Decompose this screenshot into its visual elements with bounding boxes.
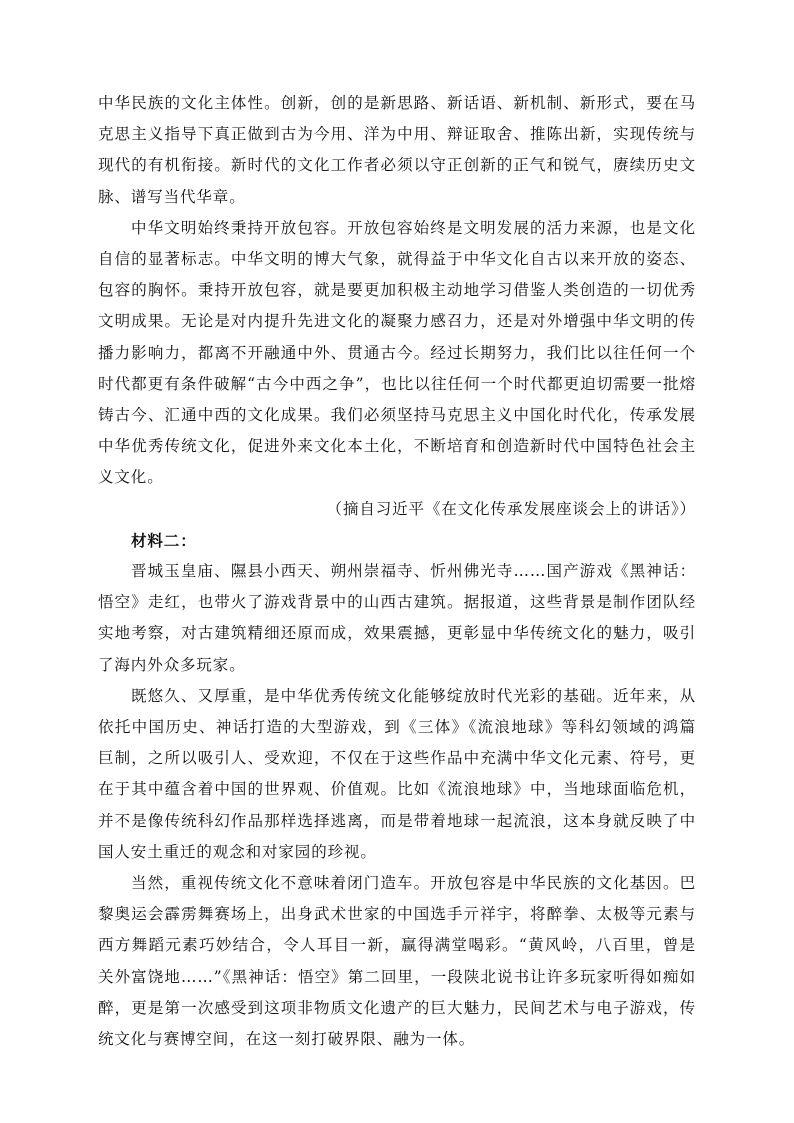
- paragraph-1: 中华民族的文化主体性。创新，创的是新思路、新话语、新机制、新形式，要在马克思主义指导下真正做到古为今用、洋为中用、辩证取舍、推陈出新，实现传统与现代的有机衔接。新时代的文化工作者必须以守正创新的正气和锐气，赓续历史文脉、谱写当代华章。: [98, 94, 696, 206]
- paragraph-5: 当然，重视传统文化不意味着闭门造车。开放包容是中华民族的文化基因。巴黎奥运会霹雳舞赛场上，出身武术世家的中国选手亓祥宇，将醉拳、太极等元素与西方舞蹈元素巧妙结合，令人耳目一新，赢得满堂喝彩。“黄风岭，八百里，曾是关外富饶地……”《黑神话：悟空》第二回里，一段陕北说书让许多玩家听得如痴如醉，更是第一次感受到这项非物质文化遗产的巨大魅力，民间艺术与电子游戏，传统文化与赛博空间，在这一刻打破界限、融为一体。: [98, 874, 696, 1049]
- paragraph-4: 既悠久、又厚重，是中华优秀传统文化能够绽放时代光彩的基础。近年来，从依托中国历史、神话打造的大型游戏，到《三体》《流浪地球》等科幻领域的鸿篇巨制，之所以吸引人、受欢迎，不仅在于这些作品中充满中华文化元素、符号，更在于其中蕴含着中国的世界观、价值观。比如《流浪地球》中，当地球面临危机，并不是像传统科幻作品那样选择逃离，而是带着地球一起流浪，这本身就反映了中国人安土重迁的观念和对家园的珍视。: [98, 686, 696, 861]
- paragraph-3: 晋城玉皇庙、隰县小西天、朔州崇福寺、忻州佛光寺……国产游戏《黑神话：悟空》走红，也带火了游戏背景中的山西古建筑。据报道，这些背景是制作团队经实地考察，对古建筑精细还原而成，效果震撼，更彰显中华传统文化的魅力，吸引了海内外众多玩家。: [98, 562, 696, 674]
- document-page: [98, 88, 696, 1055]
- source-citation: （摘自习近平《在文化传承发展座谈会上的讲话》）: [326, 499, 696, 518]
- section-heading-material-2: 材料二：: [131, 530, 197, 550]
- paragraph-2: 中华文明始终秉持开放包容。开放包容始终是文明发展的活力来源，也是文化自信的显著标志。中华文明的博大气象，就得益于中华文化自古以来开放的姿态、包容的胸怀。秉持开放包容，就是要更加积极主动地学习借鉴人类创造的一切优秀文明成果。无论是对内提升先进文化的凝聚力感召力，还是对外增强中华文明的传播力影响力，都离不开融通中外、贯通古今。经过长期努力，我们比以往任何一个时代都更有条件破解“古今中西之争”，也比以往任何一个时代都更迫切需要一批熔铸古今、汇通中西的文化成果。我们必须坚持马克思主义中国化时代化，传承发展中华优秀传统文化，促进外来文化本土化，不断培育和创造新时代中国特色社会主义文化。: [98, 218, 696, 487]
